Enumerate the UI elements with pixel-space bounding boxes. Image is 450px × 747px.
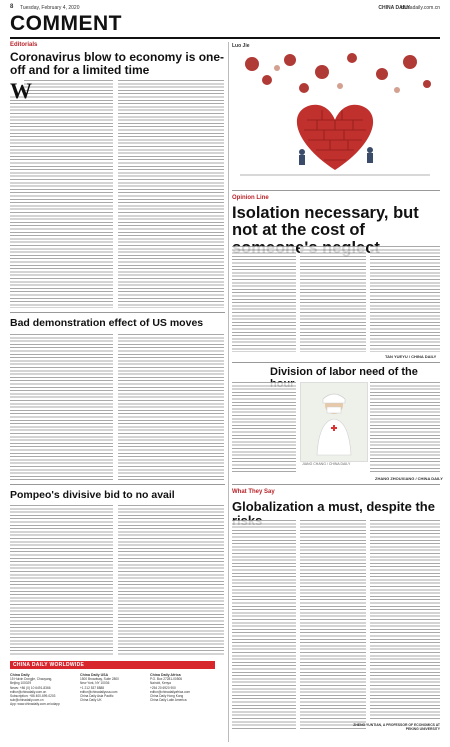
footer-col2-title: China Daily USA	[80, 673, 109, 677]
footer-col1-title: China Daily	[10, 673, 30, 677]
footer-line: +254 20 6920 900	[150, 685, 176, 690]
cartoon-artist-label: Luo Jie	[232, 43, 250, 49]
third-editorial-column-2	[118, 505, 224, 655]
drop-cap: W	[10, 80, 32, 103]
masthead-rule	[10, 37, 440, 39]
opinion-byline-2: ZHANG ZHOUXIANG / CHINA DAILY	[375, 476, 443, 481]
footer-line: editor@chinadaily.com.cn	[10, 689, 47, 694]
footer-line: editor@chinadailyusa.com	[80, 689, 118, 694]
lead-editorial-headline: Coronavirus blow to economy is one-off and for a limited time	[10, 50, 225, 77]
globalization-column-2	[300, 520, 366, 730]
opinion-column-3	[370, 246, 440, 352]
footer-contact-africa	[150, 673, 220, 702]
footer-line: China Daily UK	[80, 698, 102, 703]
what-they-say-rule	[232, 484, 440, 485]
footer-line: News: +86 (0) 10 6491-8366	[10, 685, 51, 690]
second-editorial-column-2	[118, 334, 224, 480]
footer-line: Beijing 100029	[10, 681, 32, 686]
opinion-column-1	[232, 246, 296, 352]
footer-line: P.O. Box 27281-00506	[150, 677, 183, 682]
lead-editorial-column-1	[10, 80, 113, 308]
footer-contact-usa	[80, 673, 145, 702]
third-editorial-headline: Pompeo's divisive bid to no avail	[10, 489, 175, 501]
footer-line: App: www.chinadaily.com.cn/cdapp	[10, 702, 60, 707]
opinion-line-label: Opinion Line	[232, 195, 269, 201]
section-masthead: COMMENT	[10, 12, 122, 35]
editorial-divider-2	[10, 484, 225, 485]
what-they-say-label: What They Say	[232, 489, 275, 495]
footer-band	[10, 661, 215, 669]
opinion-top-rule	[232, 190, 440, 191]
footer-line: +1 212 537 8888	[80, 685, 105, 690]
opinion-byline-1: TAN YUEYU / CHINA DAILY	[385, 354, 437, 359]
brand-name: CHINA DAILY	[378, 5, 410, 11]
division-of-labor-headline: Division of labor need of the	[270, 366, 418, 378]
division-column-3	[370, 382, 440, 472]
second-editorial-headline: Bad demonstration effect of US moves	[10, 317, 204, 329]
footer-line: editor@chinadailyafrica.com	[150, 689, 191, 694]
footer-line: New York, NY 10036	[80, 681, 110, 686]
footer-line: China Daily Asia Pacific	[80, 694, 114, 699]
globalization-column-1	[232, 520, 296, 730]
footer-line: sub@chinadaily.com.cn	[10, 698, 44, 703]
site-url: chinadaily.com.cn	[400, 5, 440, 11]
editorial-divider-1	[10, 312, 225, 313]
footer-line: China Daily Hong Kong	[150, 694, 184, 699]
division-column-1	[232, 382, 296, 472]
footer-line: 15 Huixin Dongjie, Chaoyang,	[10, 677, 53, 682]
lead-editorial-column-2	[118, 80, 224, 308]
editorial-cartoon	[232, 50, 438, 180]
third-editorial-column-1	[10, 505, 113, 655]
footer-line: 1500 Broadway, Suite 2800	[80, 677, 119, 682]
footer-line: Nairobi, Kenya	[150, 681, 171, 686]
nurse-photo	[300, 382, 368, 462]
issue-date: Tuesday, February 4, 2020	[20, 5, 80, 11]
page-number: 8	[10, 4, 14, 10]
photo-caption: JIANG CHANG / CHINA DAILY	[302, 462, 351, 466]
footer-contact-china	[10, 673, 75, 707]
globalization-column-3	[370, 520, 440, 720]
footer-line: Subscription: +86 400-699-0203	[10, 694, 56, 699]
globalization-headline: Globalization a must, despite the	[232, 499, 435, 514]
editorials-label: Editorials	[10, 42, 38, 48]
footer-col3-title: China Daily Africa	[150, 673, 181, 677]
opinion-mid-rule	[232, 362, 440, 363]
opinion-headline: Isolation necessary, but not at the cost of	[232, 204, 419, 240]
column-divider	[228, 42, 229, 742]
footer-band-label: CHINA DAILY WORLDWIDE	[13, 662, 85, 668]
opinion-column-2	[300, 246, 366, 352]
globalization-byline: ZHENG YUNTIAN, A PROFESSOR OF ECONOMICS AT PEKING UNIVERSITY	[353, 723, 440, 731]
footer-line: China Daily Latin America	[150, 698, 187, 703]
second-editorial-column-1	[10, 334, 113, 480]
